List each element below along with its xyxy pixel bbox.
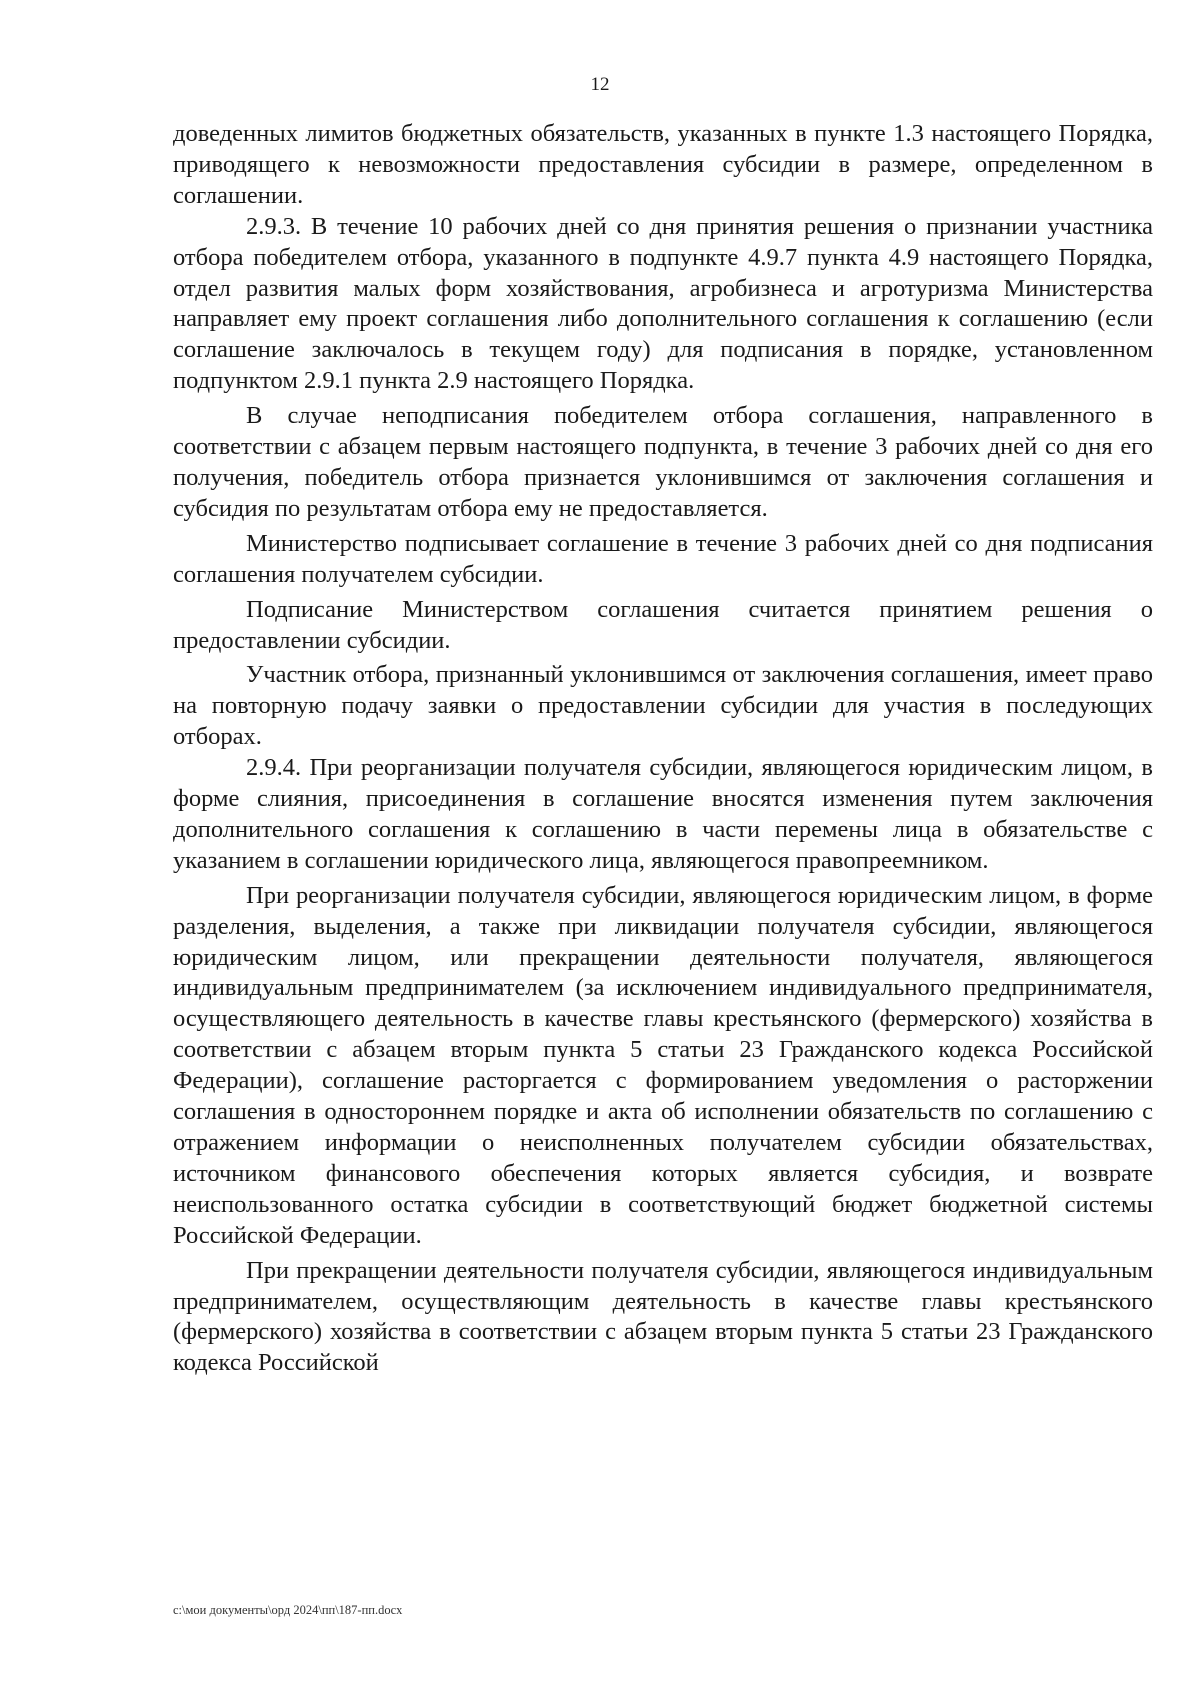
document-body (173, 119, 1153, 1379)
paragraph-2-9-4: 2.9.4. При реорганизации получателя субсидии, являющегося юридическим лицом, в форме слияния, присоединения в соглашение вносятся изменения путем заключения дополнительного соглашения к соглашению в части перемены лица в обязательстве с указанием в соглашении юридического лица, являющегося правопреемником. (173, 754, 1153, 874)
page-number: 12 (590, 74, 610, 95)
paragraph-signing-decision: Подписание Министерством соглашения считается принятием решения о предоставлении субсидии. (173, 595, 1153, 654)
paragraph-non-signing: В случае неподписания победителем отбора соглашения, направленного в соответствии с абзацем первым настоящего подпункта, в течение 3 рабочих дней со дня его получения, победитель отбора признается уклонившимся от заключения соглашения и субсидия по результатам отбора ему не предоставляется. (173, 402, 1153, 522)
paragraph-entrepreneur-termination: При прекращении деятельности получателя субсидии, являющегося индивидуальным предпринимателем, осуществляющим деятельность в качестве главы крестьянского (фермерского) хозяйства в соответствии с абзацем вторым пункта 5 статьи 23 Гражданского кодекса Российской (173, 1256, 1153, 1377)
paragraph-2-9-3: 2.9.3. В течение 10 рабочих дней со дня принятия решения о признании участника отбора победителем отбора, указанного в подпункте 4.9.7 пункта 4.9 настоящего Порядка, отдел развития малых форм хозяйствования, агробизнеса и агротуризма Министерства направляет ему проект соглашения либо дополнительного соглашения к соглашению (если соглашение заключалось в текущем году) для подписания в порядке, установленном подпунктом 2.9.1 пункта 2.9 настоящего Порядка. (173, 212, 1153, 395)
footer-file-path: c:\мои документы\орд 2024\пп\187-пп.docx (173, 1603, 403, 1617)
paragraph-resubmission-right: Участник отбора, признанный уклонившимся от заключения соглашения, имеет право на повторную подачу заявки о предоставлении субсидии для участия в последующих отборах. (173, 661, 1153, 751)
paragraph-reorganization-termination: При реорганизации получателя субсидии, являющегося юридическим лицом, в форме разделения, выделения, а также при ликвидации получателя субсидии, являющегося юридическим лицом, или прекращении деятельности получателя, являющегося индивидуальным предпринимателем (за исключением индивидуального предпринимателя, осуществляющего деятельность в качестве главы крестьянского (фермерского) хозяйства в соответствии с абзацем вторым пункта 5 статьи 23 Гражданского кодекса Российской Федерации), соглашение расторгается с формированием уведомления о расторжении соглашения в одностороннем порядке и акта об исполнении обязательств по соглашению с отражением информации о неисполненных получателем субсидии обязательствах, источником финансового обеспечения которых является субсидия, и возврате неиспользованного остатка субсидии в соответствующий бюджет бюджетной системы Российской Федерации. (173, 881, 1153, 1249)
paragraph-continued: доведенных лимитов бюджетных обязательств, указанных в пункте 1.3 настоящего Порядка, приводящего к невозможности предоставления субсидии в размере, определенном в соглашении. (173, 120, 1153, 209)
paragraph-ministry-signs: Министерство подписывает соглашение в течение 3 рабочих дней со дня подписания соглашения получателем субсидии. (173, 529, 1153, 588)
